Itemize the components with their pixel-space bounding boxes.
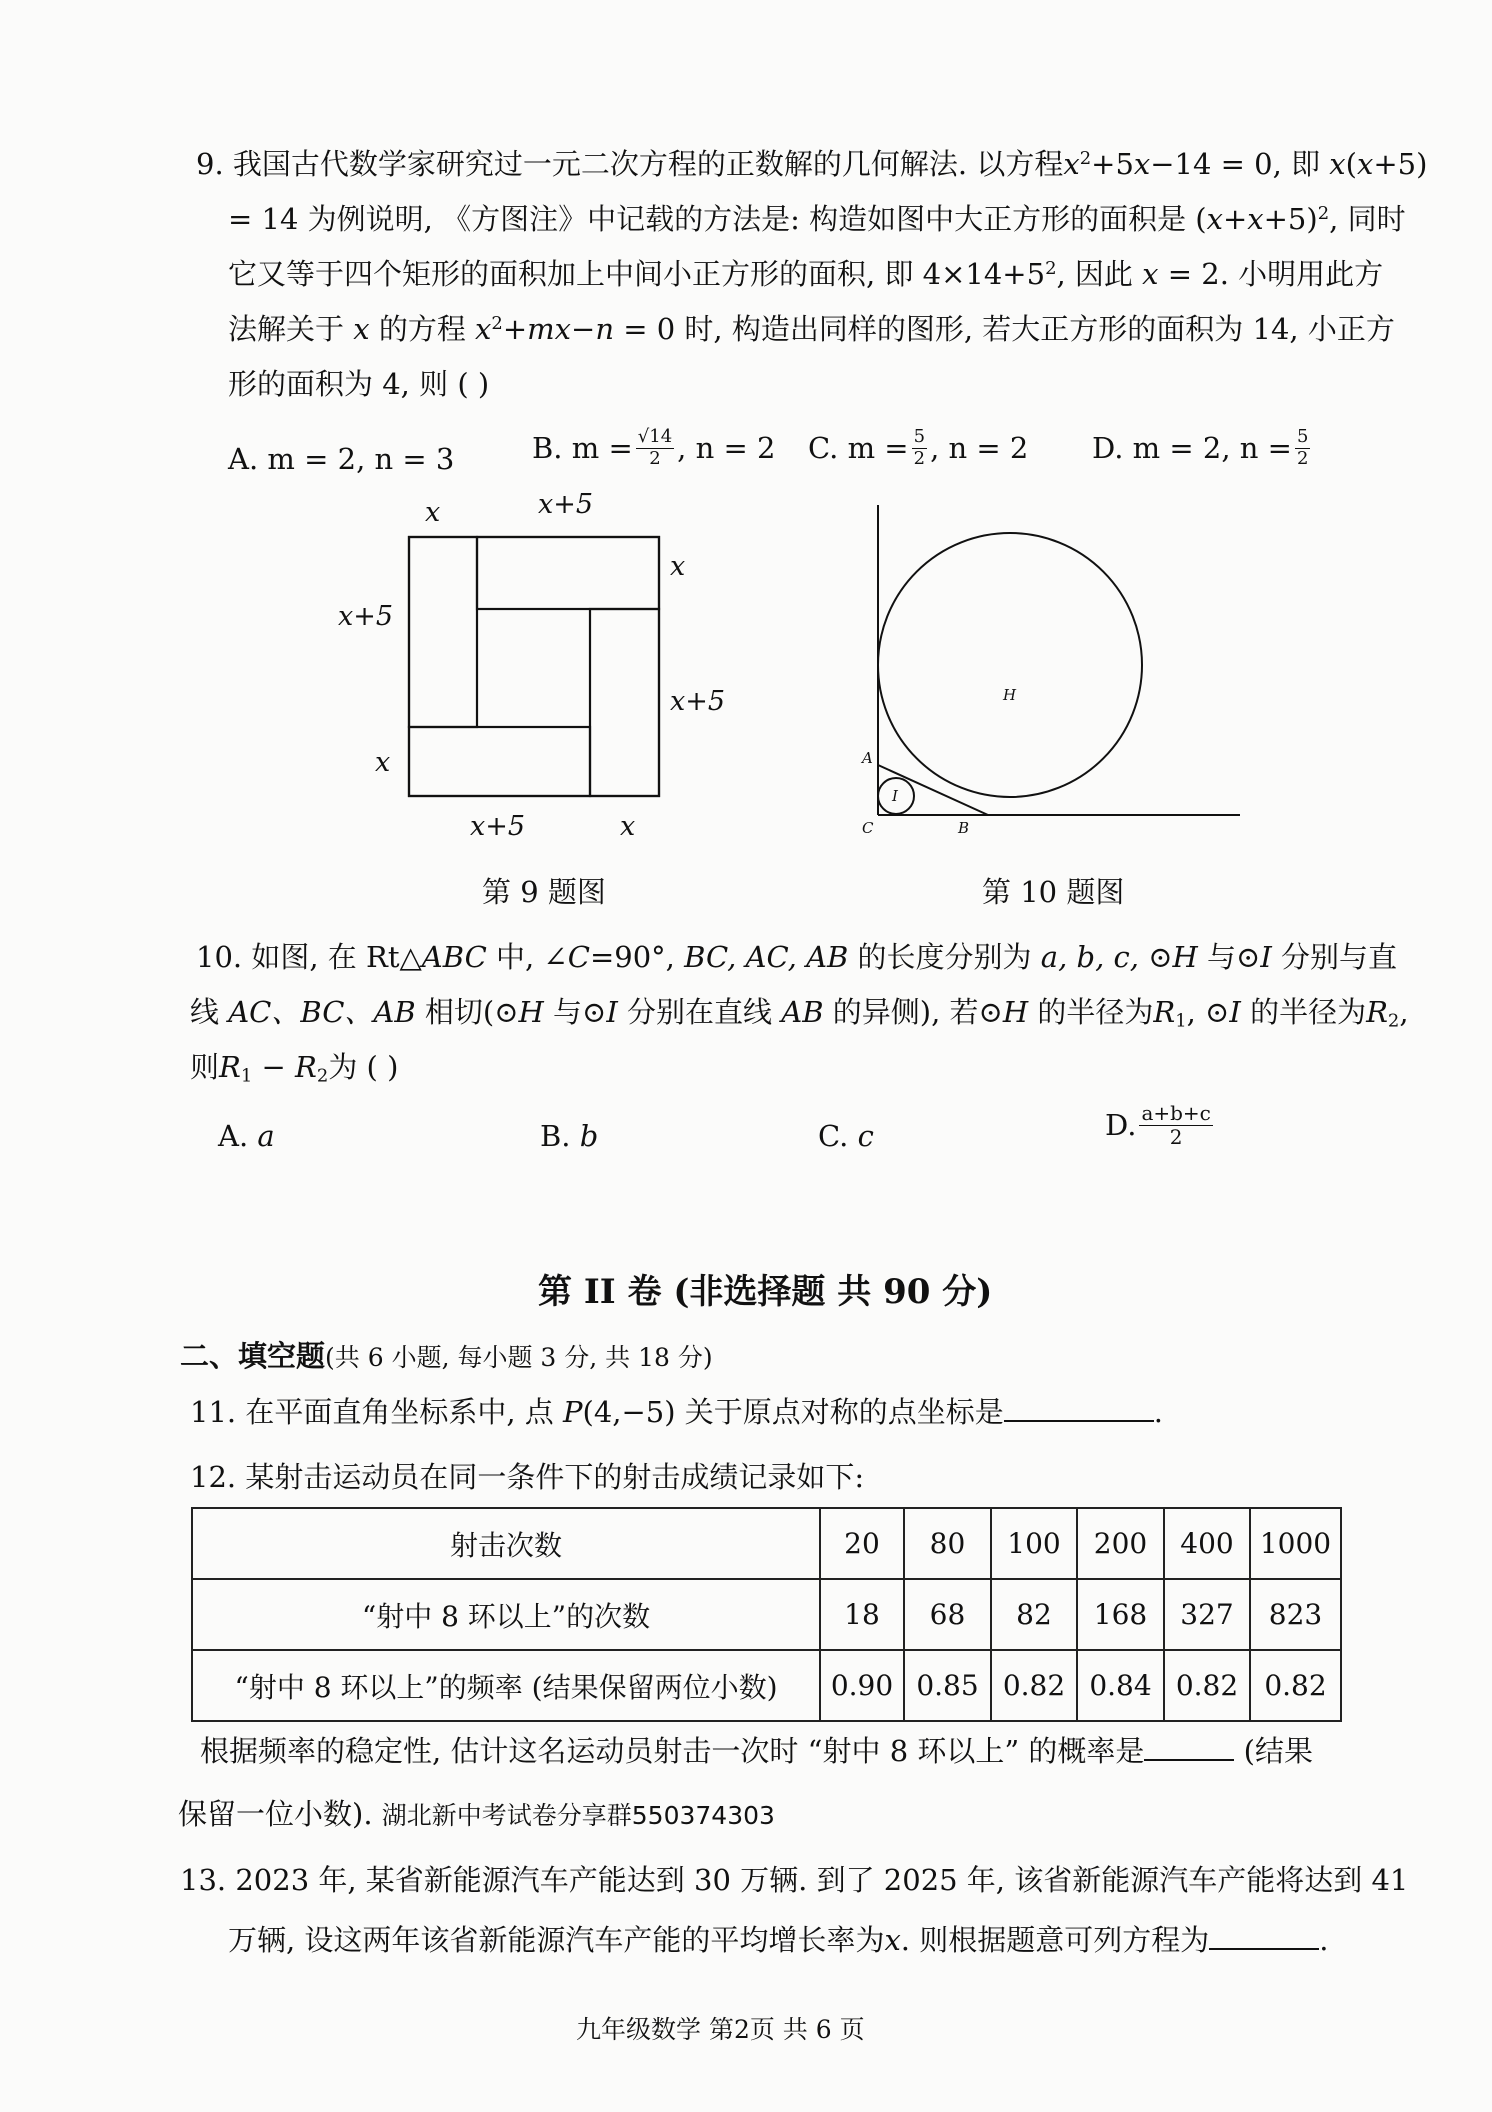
rect-top xyxy=(477,537,659,609)
table-cell: 68 xyxy=(904,1579,991,1650)
q10-line-1: 10. 如图, 在 Rt△ABC 中, ∠C=90°, BC, AC, AB 的长度分别为 a, b, c, ⊙H 与⊙I 分别与直 xyxy=(196,940,1398,974)
fig9-label-right-x5: x+5 xyxy=(670,686,726,717)
fig9-label-left-x5: x+5 xyxy=(338,601,394,632)
q9-line-5: 形的面积为 4, 则 ( ) xyxy=(228,367,490,401)
table-cell: 0.82 xyxy=(1164,1650,1250,1721)
q10-line-3: 则$R_1 - R_2$为 ( ) xyxy=(190,1050,399,1087)
table-cell: 20 xyxy=(820,1508,904,1579)
fig9-label-bottom-x: x xyxy=(620,811,636,842)
q10-option-c: C. c xyxy=(818,1119,874,1153)
fig9-label-left-x: x xyxy=(375,747,391,778)
table-cell: 327 xyxy=(1164,1579,1250,1650)
table-cell: 1000 xyxy=(1250,1508,1341,1579)
figure-9 xyxy=(320,485,740,845)
table-row xyxy=(192,1508,1341,1579)
fig10-label-b: B xyxy=(958,819,970,837)
table-cell: 200 xyxy=(1077,1508,1164,1579)
table-cell: 168 xyxy=(1077,1579,1164,1650)
table-cell: 0.82 xyxy=(991,1650,1077,1721)
figure-9-caption: 第 9 题图 xyxy=(482,875,606,909)
rect-right xyxy=(590,609,659,796)
q12-conclusion-line-2: 保留一位小数). 湖北新中考试卷分享群550374303 xyxy=(178,1797,775,1831)
table-row-label: “射中 8 环以上”的次数 xyxy=(192,1579,820,1650)
table-cell: 0.82 xyxy=(1250,1650,1341,1721)
outer-square xyxy=(409,537,659,796)
table-row xyxy=(192,1650,1341,1721)
table-row xyxy=(192,1579,1341,1650)
q10-line-2: 线 AC、BC、AB 相切(⊙H 与⊙I 分别在直线 AB 的异侧), 若⊙H 的半径为$R_1$, ⊙I 的半径为$R_2$, xyxy=(190,995,1409,1032)
q10-option-b: B. b xyxy=(540,1119,599,1153)
q11-answer-blank[interactable] xyxy=(1004,1398,1154,1422)
table-cell: 0.90 xyxy=(820,1650,904,1721)
fig10-label-h: H xyxy=(1003,686,1017,704)
q13-line-1: 13. 2023 年, 某省新能源汽车产能达到 30 万辆. 到了 2025 年, 该省新能源汽车产能将达到 41 xyxy=(180,1863,1409,1897)
q9-line-2: = 14 为例说明, 《方图注》中记载的方法是: 构造如图中大正方形的面积是 $(x+x+5)^2$, 同时 xyxy=(228,202,1406,236)
table-cell: 400 xyxy=(1164,1508,1250,1579)
q9-option-b: B. m = $\frac{√14}{2}$ , n = 2 xyxy=(532,426,776,469)
q10-option-a: A. a xyxy=(218,1119,275,1153)
q9-line-4: 法解关于 x 的方程 $x^2+mx-n = 0$ 时, 构造出同样的图形, 若大正方形的面积为 14, 小正方 xyxy=(228,312,1395,346)
figure-10 xyxy=(850,495,1270,845)
fig10-label-i: I xyxy=(892,787,898,805)
fig9-label-bottom-x5: x+5 xyxy=(470,811,526,842)
part-2-heading: 第 II 卷 (非选择题 共 90 分) xyxy=(538,1272,993,1312)
q9-option-d: D. m = 2, n = $\frac{5}{2}$ xyxy=(1092,426,1309,469)
q12-answer-blank[interactable] xyxy=(1144,1737,1234,1761)
circle-h xyxy=(878,533,1142,797)
rect-bottom xyxy=(409,727,590,796)
fig9-label-top-x5: x+5 xyxy=(538,489,594,520)
score-table xyxy=(191,1507,1342,1722)
fig10-label-c: C xyxy=(862,819,874,837)
q9-line-3: 它又等于四个矩形的面积加上中间小正方形的面积, 即 $4\times 14+5^2$, 因此 x = 2. 小明用此方 xyxy=(228,257,1384,291)
fig10-label-a: A xyxy=(862,749,873,767)
rect-left xyxy=(409,537,477,727)
q12-intro: 12. 某射击运动员在同一条件下的射击成绩记录如下: xyxy=(190,1460,865,1494)
fig9-label-top-x: x xyxy=(425,497,441,528)
figure-10-caption: 第 10 题图 xyxy=(982,875,1125,909)
question-11: 11. 在平面直角坐标系中, 点 P(4,−5) 关于原点对称的点坐标是 . xyxy=(190,1395,1164,1429)
q9-line-1: 9. 我国古代数学家研究过一元二次方程的正数解的几何解法. 以方程$x^2+5x-14 = 0$, 即 x(x+5) xyxy=(196,147,1428,181)
table-cell: 80 xyxy=(904,1508,991,1579)
table-row-label: “射中 8 环以上”的频率 (结果保留两位小数) xyxy=(192,1650,820,1721)
table-cell: 0.85 xyxy=(904,1650,991,1721)
q13-answer-blank[interactable] xyxy=(1209,1926,1319,1950)
table-row-label: 射击次数 xyxy=(192,1508,820,1579)
fig9-label-right-x: x xyxy=(670,551,686,582)
q12-conclusion-line-1: 根据频率的稳定性, 估计这名运动员射击一次时 “射中 8 环以上” 的概率是 (结果 xyxy=(200,1734,1313,1768)
q10-option-d: D. $\frac{a+b+c}{2}$ xyxy=(1105,1101,1211,1149)
section-2-title: 二、填空题(共 6 小题, 每小题 3 分, 共 18 分) xyxy=(180,1339,713,1373)
watermark-text: 湖北新中考试卷分享群550374303 xyxy=(381,1801,775,1830)
table-cell: 0.84 xyxy=(1077,1650,1164,1721)
q9-option-a: A. m = 2, n = 3 xyxy=(228,442,455,476)
table-cell: 82 xyxy=(991,1579,1077,1650)
table-cell: 823 xyxy=(1250,1579,1341,1650)
q13-line-2: 万辆, 设这两年该省新能源汽车产能的平均增长率为x. 则根据题意可列方程为 . xyxy=(228,1923,1329,1957)
table-cell: 18 xyxy=(820,1579,904,1650)
q9-option-c: C. m = $\frac{5}{2}$ , n = 2 xyxy=(808,426,1029,469)
page-footer: 九年级数学 第2页 共 6 页 xyxy=(576,2015,865,2044)
table-cell: 100 xyxy=(991,1508,1077,1579)
